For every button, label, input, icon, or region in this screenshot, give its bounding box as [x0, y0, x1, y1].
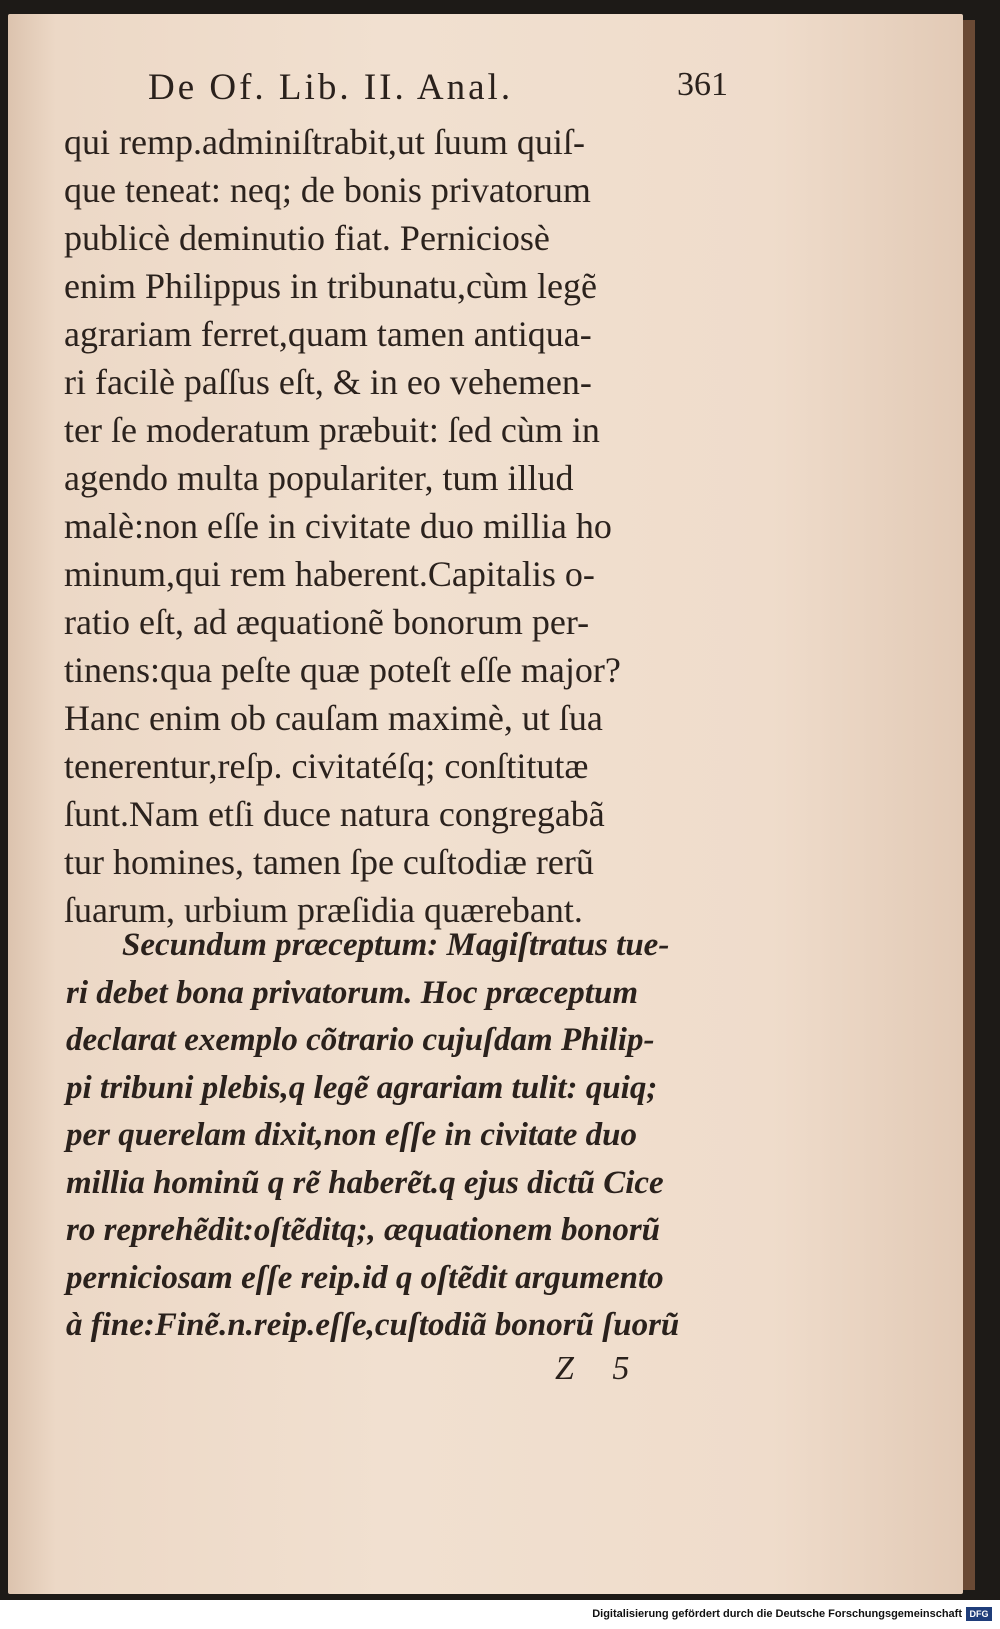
signature-letter: Z [555, 1350, 574, 1387]
signature-mark [555, 1350, 659, 1388]
commentary-line: à fine:Finẽ.n.reip.eſſe,cuſtodiã bonorũ ſuorũ [66, 1307, 680, 1343]
commentary-line: ro reprehẽdit:oſtẽditq;, æquationem bonorũ [66, 1212, 661, 1248]
text-line: qui remp.adminiſtrabit,ut ſuum quiſ- [64, 122, 585, 162]
commentary-line: pi tribuni plebis,q legẽ agrariam tulit: quiq; [66, 1069, 658, 1106]
text-line: tinens:qua peſte quæ poteſt eſſe major? [64, 650, 621, 690]
text-line: agrariam ferret,quam tamen antiqua- [64, 314, 592, 354]
text-line: ratio eſt, ad æquationẽ bonorum per- [64, 602, 590, 642]
commentary-text [66, 922, 746, 1350]
text-line: tenerentur,reſp. civitatéſq; conſtitutæ [64, 746, 589, 786]
commentary-line: Secundum præceptum: Magiſtratus tue- [122, 927, 670, 963]
text-line: Hanc enim ob cauſam maximè, ut ſua [64, 698, 603, 738]
text-line: que teneat: neq; de bonis privatorum [64, 170, 591, 210]
text-line: ter ſe moderatum præbuit: ſed cùm in [64, 410, 600, 450]
digitization-footer [0, 1600, 1000, 1629]
text-line: publicè deminutio fiat. Perniciosè [64, 218, 550, 258]
text-line: enim Philippus in tribunatu,cùm legẽ [64, 266, 597, 306]
commentary-line: ri debet bona privatorum. Hoc præceptum [66, 974, 638, 1011]
funding-credit: Digitalisierung gefördert durch die Deutsche Forschungsgemeinschaft [592, 1608, 962, 1620]
commentary-line: per querelam dixit,non eſſe in civitate duo [66, 1117, 638, 1153]
signature-number: 5 [612, 1350, 630, 1387]
book-edge [963, 20, 975, 1590]
page-header [148, 66, 728, 114]
commentary-line: declarat exemplo cõtrario cujuſdam Philip- [66, 1022, 655, 1058]
running-title: De Of. Lib. II. Anal. [148, 67, 514, 108]
page-number: 361 [677, 66, 728, 103]
dfg-logo-icon: DFG [966, 1607, 992, 1621]
text-line: ri facilè paſſus eſt, & in eo vehemen- [64, 362, 592, 402]
text-line: agendo multa populariter, tum illud [64, 458, 574, 498]
text-line: ſunt.Nam etſi duce natura congregabã [64, 794, 605, 834]
text-line: malè:non eſſe in civitate duo millia ho [64, 506, 612, 546]
text-line: ſuarum, urbium præſidia quærebant. [64, 890, 583, 930]
commentary-line: perniciosam eſſe reip.id q oſtẽdit argumento [66, 1259, 664, 1296]
text-line: minum,qui rem haberent.Capitalis o- [64, 554, 595, 594]
commentary-line: millia hominũ q rẽ haberẽt.q ejus dictũ Cice [66, 1164, 664, 1201]
main-text [64, 118, 734, 934]
text-line: tur homines, tamen ſpe cuſtodiæ rerũ [64, 842, 594, 882]
